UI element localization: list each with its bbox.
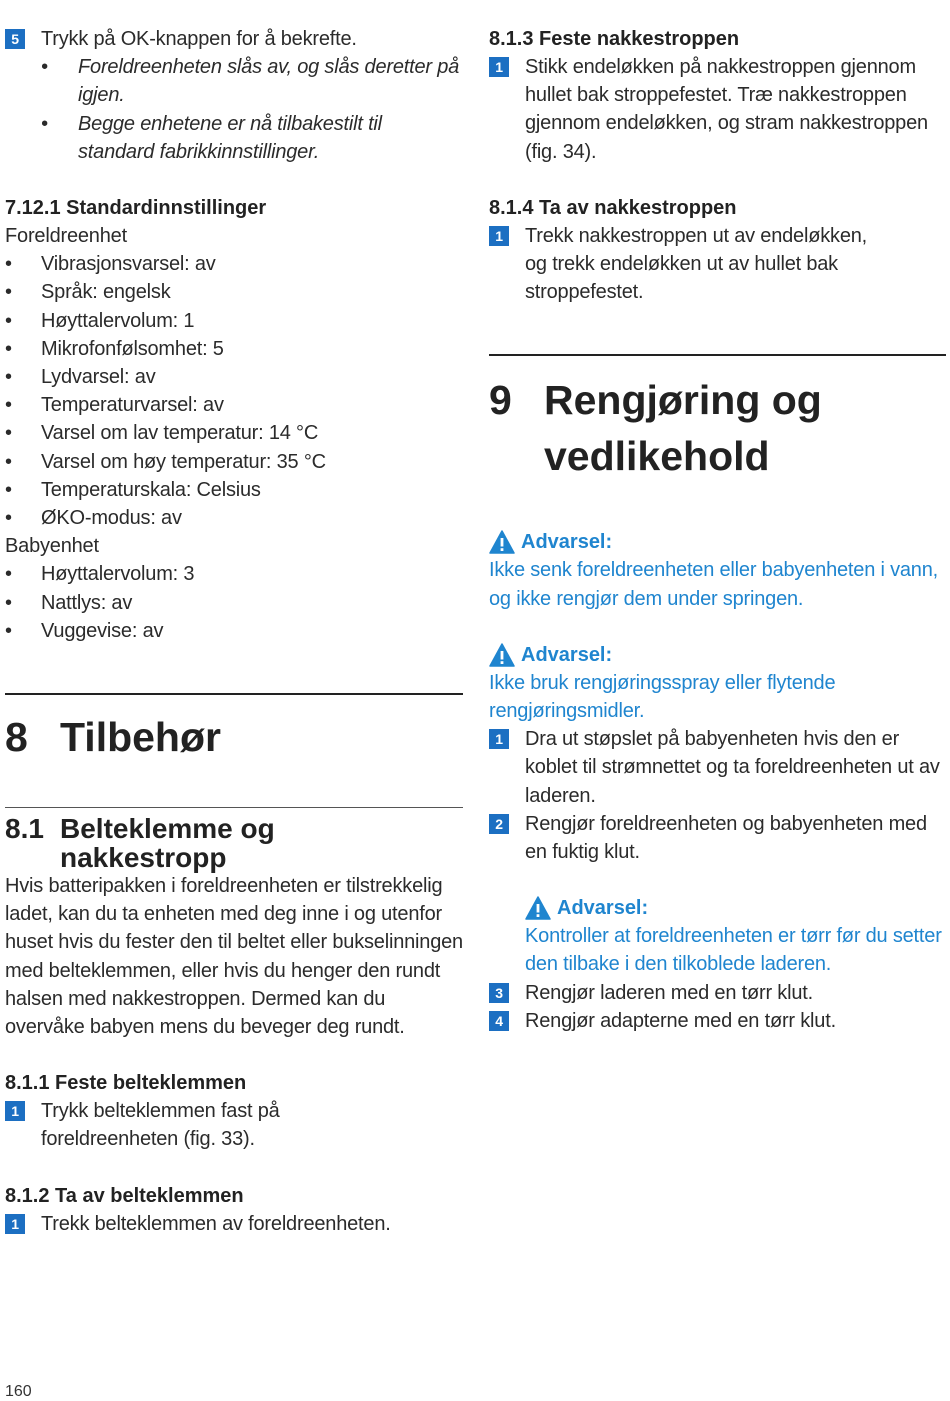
subsection-8-1-2-heading: 8.1.2 Ta av belteklemmen — [5, 1184, 244, 1207]
page-number: 160 — [5, 1383, 32, 1400]
right-column — [489, 0, 946, 1035]
section-number: 8.1 — [5, 813, 44, 845]
warning-triangle-icon — [525, 896, 551, 920]
subsection-8-1-1-heading: 8.1.1 Feste belteklemmen — [5, 1072, 247, 1095]
chapter-9-heading — [489, 372, 946, 484]
step-text: Rengjør foreldreenheten og babyenheten med en fuktig klut. — [525, 812, 927, 864]
list-item: • Mikrofonfølsomhet: 5 — [5, 337, 224, 360]
chapter-divider — [489, 354, 946, 356]
list-item: • Høyttalervolum: 1 — [5, 309, 195, 332]
sub-bullet-text: Begge enhetene er nå tilbakestilt til standard fabrikkinnstillinger. — [78, 112, 382, 163]
list-item: • Varsel om høy temperatur: 35 °C — [5, 450, 326, 473]
chapter-8-heading — [5, 709, 463, 765]
step-text: Trekk belteklemmen av foreldreenheten. — [41, 1212, 391, 1235]
sub-bullet-text: Foreldreenheten slås av, og slås deretter på igjen. — [78, 56, 460, 107]
parent-settings-list — [5, 250, 463, 532]
left-column — [5, 0, 463, 1238]
warning-title: Advarsel: — [489, 641, 946, 669]
step-1 — [489, 53, 946, 166]
step-3 — [489, 979, 946, 1007]
step-1 — [5, 1097, 463, 1153]
section-divider — [5, 807, 463, 808]
list-item: • Lydvarsel: av — [5, 366, 156, 389]
step-1 — [489, 725, 946, 810]
parent-unit-label: Foreldreenhet — [5, 225, 127, 248]
warning-box — [489, 641, 946, 725]
subsection-8-1-3-heading: 8.1.3 Feste nakkestroppen — [489, 28, 740, 50]
step-number-badge: 1 — [489, 57, 509, 77]
step-number-badge: 4 — [489, 1011, 509, 1031]
bullet-dot: • — [41, 56, 48, 79]
step-text: Trykk på OK-knappen for å bekrefte. — [41, 28, 357, 50]
chapter-title: Rengjøring og vedlikehold — [544, 377, 822, 480]
step-2 — [489, 810, 946, 866]
step-4 — [489, 1007, 946, 1035]
section-body: Hvis batteripakken i foreldreenheten er tilstrekkelig ladet, kan du ta enheten med deg inne i og utenfor huset hvis du fester den til beltet eller bukselinningen med belteklemmen, eller hvis du henger den rundt halsen med nakkestroppen. Dermed kan du overvåke babyen mens du beveger deg rundt. — [5, 875, 463, 1039]
step-text: Dra ut støpslet på babyenheten hvis den er koblet til strømnettet og ta foreldreenheten ut av laderen. — [525, 728, 940, 807]
subsection-8-1-4-heading: 8.1.4 Ta av nakkestroppen — [489, 196, 737, 219]
step-number-badge: 1 — [489, 729, 509, 749]
step-number-badge: 1 — [5, 1214, 25, 1234]
chapter-title: Tilbehør — [60, 714, 221, 761]
step-text: Trykk belteklemmen fast på foreldreenheten (fig. 33). — [41, 1100, 280, 1151]
step-text: Rengjør laderen med en tørr klut. — [525, 981, 813, 1004]
step-text: Rengjør adapterne med en tørr klut. — [525, 1009, 836, 1032]
list-item: • Nattlys: av — [5, 591, 133, 614]
section-8-1-heading — [5, 814, 463, 872]
warning-box — [525, 894, 946, 978]
warning-text: Ikke senk foreldreenheten eller babyenheten i vann, og ikke rengjør dem under springen. — [489, 559, 938, 610]
step-number-badge: 5 — [5, 29, 25, 49]
step-number-badge: 1 — [5, 1101, 25, 1121]
chapter-divider — [5, 693, 463, 695]
warning-title: Advarsel: — [525, 894, 946, 922]
step-1 — [489, 222, 946, 307]
list-item: • Vuggevise: av — [5, 619, 164, 642]
baby-unit-label: Babyenhet — [5, 535, 99, 558]
defaults-heading: 7.12.1 Standardinnstillinger — [5, 197, 267, 220]
list-item: • Språk: engelsk — [5, 281, 171, 304]
step-number-badge: 3 — [489, 983, 509, 1003]
warning-box — [489, 528, 946, 612]
sub-bullet — [41, 53, 463, 109]
list-item: • Varsel om lav temperatur: 14 °C — [5, 422, 319, 445]
list-item: • Høyttalervolum: 3 — [5, 563, 195, 586]
list-item: • Vibrasjonsvarsel: av — [5, 253, 216, 276]
sub-bullet — [41, 110, 463, 166]
chapter-number: 8 — [5, 714, 28, 761]
warning-triangle-icon — [489, 530, 515, 554]
warning-text: Kontroller at foreldreenheten er tørr før du setter den tilbake i den tilkoblede laderen. — [525, 925, 942, 976]
step-text: Stikk endeløkken på nakkestroppen gjennom hullet bak stroppefestet. Træ nakkestroppen gjennom endeløkken, og stram nakkestroppen (fig. 34). — [525, 56, 928, 163]
step-number-badge: 1 — [489, 226, 509, 246]
step-1 — [5, 1210, 463, 1238]
baby-settings-list — [5, 560, 463, 645]
section-title: Belteklemme og nakkestropp — [60, 813, 275, 874]
warning-text: Ikke bruk rengjøringsspray eller flytende rengjøringsmidler. — [489, 671, 836, 723]
list-item: • ØKO-modus: av — [5, 507, 182, 530]
list-item: • Temperaturvarsel: av — [5, 394, 224, 417]
step-number-badge: 2 — [489, 814, 509, 834]
bullet-dot: • — [41, 112, 48, 135]
warning-triangle-icon — [489, 643, 515, 667]
list-item: • Temperaturskala: Celsius — [5, 478, 261, 501]
chapter-number: 9 — [489, 377, 512, 424]
step-text: Trekk nakkestroppen ut av endeløkken, og trekk endeløkken ut av hullet bak stroppefestet. — [525, 224, 868, 304]
step-5 — [5, 25, 463, 53]
warning-title: Advarsel: — [489, 528, 946, 556]
